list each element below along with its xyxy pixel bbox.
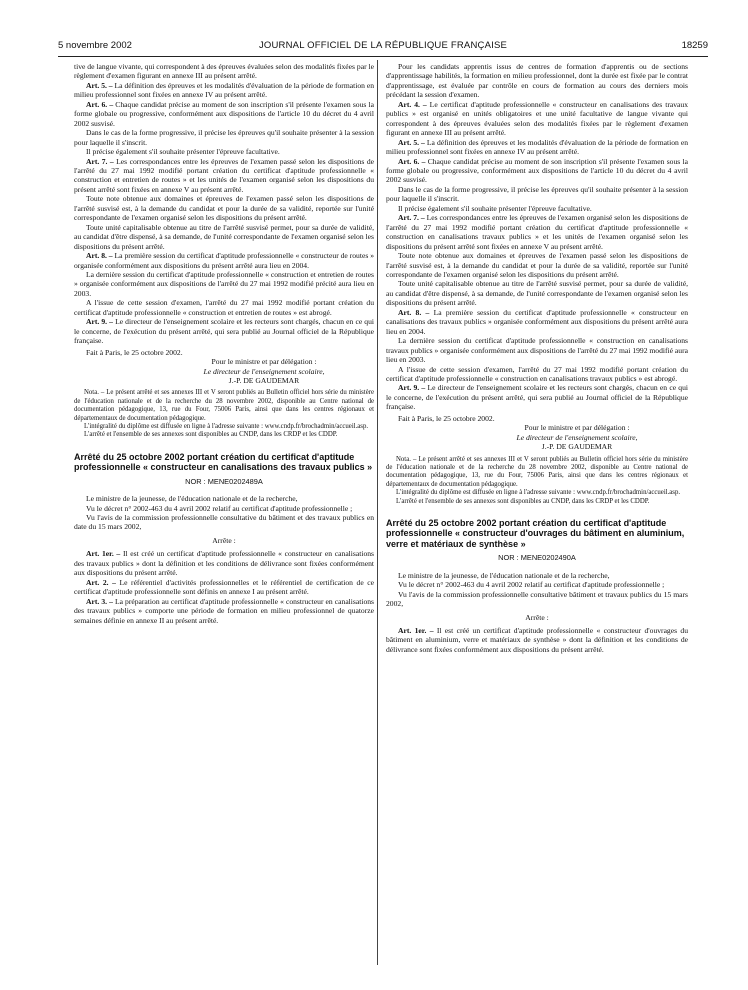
nor-reference: NOR : MENE0202489A — [185, 476, 263, 486]
paragraph: Il précise également s'il souhaite présenter l'épreuve facultative. — [398, 203, 592, 213]
nota-text: Nota. – Le présent arrêté et ses annexes III et V seront publiés au Bulletin officiel hors série du ministère de l'éducation nationale et de la recherche du 28 novembre 2002, disponible au Centre national de documentation pédagogique, 13, rue du Four, 75006 Paris, ainsi que dans les centres régionaux et départementaux de documentation pédagogique. — [74, 389, 374, 422]
article-6: Art. 6. – Chaque candidat précise au moment de son inscription s'il présente l'examen sous la forme globale ou progressive, conformément aux dispositions de l'article 10 du décret du 4 avril 2002 susvisé. — [74, 99, 374, 128]
article-1: Art. 1er. – Il est créé un certificat d'aptitude professionnelle « constructeur en canalisations des travaux publics » dont la définition et les conditions de délivrance sont fixées conformément aux dispositions du présent arrêté. — [74, 549, 374, 578]
page-header — [58, 40, 708, 54]
nor-reference: NOR : MENE0202490A — [498, 553, 576, 563]
paragraph: A l'issue de cette session d'examen, l'arrêté du 27 mai 1992 modifié portant création du certificat d'aptitude professionnelle « construction et entretien de routes » est abrogé. — [74, 298, 374, 317]
signature-role: Le directeur de l'enseignement scolaire, — [516, 432, 638, 442]
nota-block — [386, 456, 688, 506]
paragraph: Le ministre de la jeunesse, de l'éducation nationale et de la recherche, — [86, 494, 298, 504]
paragraph: Toute note obtenue aux domaines et épreuves de l'examen passé selon les dispositions de l'arrêté susvisé est, à la demande du candidat et pour la durée de sa validité, reportée sur l'unité correspondante de l'examen organisé selon les dispositions du présent arrêté. — [74, 194, 374, 223]
paragraph: Vu l'avis de la commission professionnelle consultative bâtiment et travaux publics du 15 mars 2002, — [386, 589, 688, 609]
article-9: Art. 9. – Le directeur de l'enseignement scolaire et les recteurs sont chargés, chacun en ce qui le concerne, de l'exécution du présent arrêté, qui sera publié au Journal officiel de la République française. — [74, 317, 374, 346]
article-4: Art. 4. – Le certificat d'aptitude professionnelle « constructeur en canalisations des travaux publics » est organisé en unités obligatoires et une unité facultative de langue vivante qui correspondent à des épreuves évaluées selon des modalités fixées par le règlement d'examen figurant en annexe III au présent arrêté. — [386, 99, 688, 138]
signature-role: Le directeur de l'enseignement scolaire, — [203, 366, 325, 376]
header-rule — [58, 56, 708, 57]
article-7: Art. 7. – Les correspondances entre les épreuves de l'examen passé selon les dispositions de l'arrêté du 27 mai 1992 modifié portant création du certificat d'aptitude professionnelle « construction et entretien de routes » et les unités de l'examen organisé selon les dispositions du présent arrêté sont fixées en annexe V au présent arrêté. — [74, 156, 374, 194]
article-1: Art. 1er. – Il est créé un certificat d'aptitude professionnelle « constructeur d'ouvrages du bâtiment en aluminium, verre et matériaux de synthèse » dont la définition et les conditions de délivrance sont fixées conformément aux dispositions du présent arrêté. — [386, 625, 688, 654]
signatory-name: J.-P. DE GAUDEMAR — [541, 442, 613, 452]
paragraph: Il précise également s'il souhaite présenter l'épreuve facultative. — [86, 147, 280, 157]
arrete-heading: Arrête : — [525, 612, 549, 622]
article-3: Art. 3. – La préparation au certificat d'aptitude professionnelle « constructeur en canalisations des travaux publics » comporte une période de formation en milieu professionnel de quatorze semaines définie en annexe II au présent arrêté. — [74, 596, 374, 625]
signature-line: Pour le ministre et par délégation : — [211, 357, 317, 367]
article-6: Art. 6. – Chaque candidat précise au moment de son inscription s'il présente l'examen sous la forme globale ou progressive, conformément aux dispositions de l'article 10 du décret du 4 avril 2002 susvisé. — [386, 156, 688, 185]
left-column — [74, 62, 374, 625]
article-5: Art. 5. – La définition des épreuves et les modalités d'évaluation de la période de formation en milieu professionnel sont fixées en annexe IV au présent arrêté. — [74, 80, 374, 100]
paragraph: A l'issue de cette session d'examen, l'arrêté du 27 mai 1992 modifié portant création du certificat d'aptitude professionnelle « construction en canalisations travaux publics » est abrogé. — [386, 364, 688, 383]
journal-title: JOURNAL OFFICIEL DE LA RÉPUBLIQUE FRANÇAISE — [258, 40, 508, 51]
signature-date: Fait à Paris, le 25 octobre 2002. — [86, 347, 183, 357]
paragraph: Dans le cas de la forme progressive, il précise les épreuves qu'il souhaite présenter à la session pour laquelle il s'inscrit. — [386, 184, 688, 204]
nota-text: L'intégralité du diplôme est diffusée en ligne à l'adresse suivante : www.cndp.fr/brochadmin/accueil.asp. — [396, 489, 681, 497]
article-5: Art. 5. – La définition des épreuves et les modalités d'évaluation de la période de formation en milieu professionnel sont fixées en annexe IV au présent arrêté. — [386, 137, 688, 157]
header-date: 5 novembre 2002 — [58, 40, 132, 51]
page-number: 18259 — [681, 40, 708, 51]
paragraph: Vu le décret n° 2002-463 du 4 avril 2002 relatif au certificat d'aptitude professionnelle ; — [86, 503, 353, 513]
nota-text: L'intégralité du diplôme est diffusée en ligne à l'adresse suivante : www.cndp.fr/brochadmin/accueil.asp. — [84, 423, 369, 431]
paragraph: Le ministre de la jeunesse, de l'éducation nationale et de la recherche, — [398, 570, 610, 580]
article-7: Art. 7. – Les correspondances entre les épreuves de l'examen organisé selon les dispositions de l'arrêté du 27 mai 1992 modifié portant création du certificat d'aptitude professionnelle « construction en canalisations travaux publics » et les unités de l'examen organisé selon les dispositions du présent arrêté sont fixées en annexe V au présent arrêté. — [386, 213, 688, 251]
nota-text: L'arrêté et l'ensemble de ses annexes sont disponibles au CNDP, dans les CRDP et les CDDP. — [84, 431, 338, 439]
article-8: Art. 8. – La première session du certificat d'aptitude professionnelle « constructeur de routes » organisée conformément aux dispositions du présent arrêté aura lieu en 2004. — [74, 251, 374, 270]
nota-block — [74, 389, 374, 439]
paragraph: La dernière session du certificat d'aptitude professionnelle « construction en canalisations travaux publics » organisée conformément aux dispositions de l'arrêté du 27 mai 1992 modifié aura lieu en 2003. — [386, 336, 688, 365]
arrete-heading: Arrête : — [212, 535, 236, 545]
paragraph: Vu l'avis de la commission professionnelle consultative du bâtiment et des travaux publics en date du 15 mars 2002, — [74, 513, 374, 532]
column-separator — [377, 60, 378, 965]
paragraph: tive de langue vivante, qui correspondent à des épreuves évaluées selon des modalités fixées par le règlement d'examen figurant en annexe III au présent arrêté. — [74, 62, 374, 81]
article-2: Art. 2. – Le référentiel d'activités professionnelles et le référentiel de certification de ce certificat d'aptitude professionnelle sont définis en annexe I au présent arrêté. — [74, 577, 374, 597]
decree-title: Arrêté du 25 octobre 2002 portant création du certificat d'aptitude professionnelle « constructeur d'ouvrages du bâtiment en aluminium, verre et matériaux de synthèse » — [386, 518, 685, 549]
nota-text: Nota. – Le présent arrêté et ses annexes III et V seront publiés au Bulletin officiel hors série du ministère de l'éducation nationale et de la recherche du 28 novembre 2002, disponible au Centre national de documentation pédagogique, 13, rue du Four, 75006 Paris, ainsi que dans les centres régionaux et départementaux de documentation pédagogique. — [386, 455, 688, 488]
signature-line: Pour le ministre et par délégation : — [524, 423, 630, 433]
paragraph: Toute note obtenue aux domaines et épreuves de l'examen passé selon les dispositions de l'arrêté susvisé est, à la demande du candidat et pour la durée de sa validité, reportée sur l'unité correspondante de l'examen organisé selon les dispositions du présent arrêté. — [386, 251, 688, 279]
paragraph: Dans le cas de la forme progressive, il précise les épreuves qu'il souhaite présenter à la session pour laquelle il s'inscrit. — [74, 128, 374, 147]
article-8: Art. 8. – La première session du certificat d'aptitude professionnelle « constructeur en canalisations des travaux publics » organisée conformément aux dispositions du présent arrêté aura lieu en 2004. — [386, 307, 688, 336]
decree-title: Arrêté du 25 octobre 2002 portant création du certificat d'aptitude professionnelle « constructeur en canalisations des travaux publics » — [74, 451, 373, 473]
paragraph: Toute unité capitalisable obtenue au titre de l'arrêté susvisé permet, pour sa durée de validité, au candidat d'être dispensé, à sa demande, de l'unité correspondante de l'examen organisé selon les dispositions du présent arrêté. — [74, 222, 374, 251]
paragraph: Toute unité capitalisable obtenue au titre de l'arrêté susvisé permet, pour sa durée de validité, au candidat d'être dispensé, à sa demande, de l'unité correspondante de l'examen organisé selon les dispositions du présent arrêté. — [386, 279, 688, 308]
signature-date: Fait à Paris, le 25 octobre 2002. — [398, 413, 495, 423]
signatory-name: J.-P. DE GAUDEMAR — [228, 375, 300, 385]
paragraph: La dernière session du certificat d'aptitude professionnelle « construction et entretien de routes » organisée conformément aux dispositions de l'arrêté du 27 mai 1992 modifié précité aura lieu en 2003. — [74, 269, 374, 298]
paragraph: Pour les candidats apprentis issus de centres de formation d'apprentis ou de sections d'apprentissage habilités, la formation en milieu professionnel, dont la durée est fixée par le contrat d'apprentissage, est évaluée par contrôle en cours de formation au cours des derniers mois précédant la session d'examen. — [386, 62, 688, 100]
paragraph: Vu le décret n° 2002-463 du 4 avril 2002 relatif au certificat d'aptitude professionnelle ; — [398, 580, 665, 590]
article-9: Art. 9. – Le directeur de l'enseignement scolaire et les recteurs sont chargés, chacun en ce qui le concerne, de l'exécution du présent arrêté, qui sera publié au Journal officiel de la République française. — [386, 383, 688, 412]
nota-text: L'arrêté et l'ensemble de ses annexes sont disponibles au CNDP, dans les CRDP et les CDDP. — [396, 497, 650, 505]
right-column — [386, 62, 688, 654]
